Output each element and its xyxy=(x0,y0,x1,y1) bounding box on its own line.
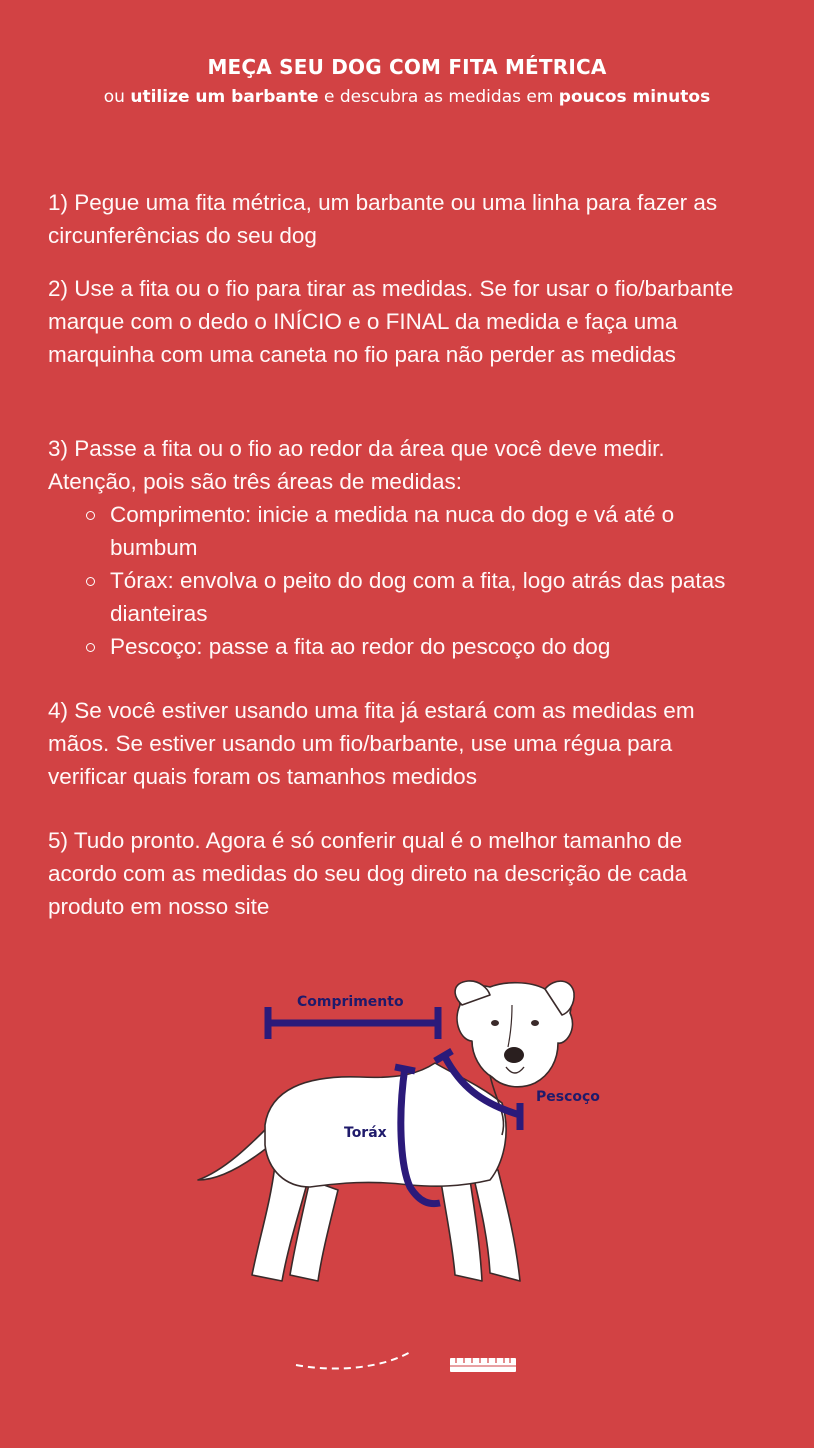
dog-illustration-svg xyxy=(190,975,630,1295)
measure-list xyxy=(48,498,748,663)
step-3-intro: 3) Passe a fita ou o fio ao redor da área que você deve medir. Atenção, pois são três áreas de medidas: xyxy=(48,436,665,494)
string-icon xyxy=(296,1351,412,1369)
list-item-text: Pescoço: passe a fita ao redor do pescoço do dog xyxy=(110,634,611,659)
step-1: 1) Pegue uma fita métrica, um barbante ou uma linha para fazer as circunferências do seu dog xyxy=(48,190,718,248)
list-item xyxy=(110,630,748,663)
chest-label: Toráx xyxy=(344,1125,387,1141)
footer-decoration xyxy=(290,1345,530,1385)
page-title: MEÇA SEU DOG COM FITA MÉTRICA xyxy=(207,55,607,79)
list-item xyxy=(110,564,748,630)
list-item-text: Comprimento: inicie a medida na nuca do dog e vá até o bumbum xyxy=(110,502,675,560)
step-2: 2) Use a fita ou o fio para tirar as medidas. Se for usar o fio/barbante marque com o dedo o INÍCIO e o FINAL da medida e faça uma marquinha com uma caneta no fio para não perder as medidas xyxy=(48,276,734,367)
circle-bullet-icon xyxy=(86,577,95,586)
subtitle-text: ou xyxy=(103,87,131,107)
list-item xyxy=(110,498,748,564)
subtitle-highlight: utilize um barbante xyxy=(130,87,319,107)
ruler-icon xyxy=(450,1358,516,1372)
list-item-text: Tórax: envolva o peito do dog com a fita, logo atrás das patas dianteiras xyxy=(110,568,726,626)
step-4: 4) Se você estiver usando uma fita já estará com as medidas em mãos. Se estiver usando um fio/barbante, use uma régua para verificar quais foram os tamanhos medidos xyxy=(48,698,695,789)
dog-measurement-illustration xyxy=(190,975,630,1295)
neck-label: Pescoço xyxy=(536,1089,600,1105)
page-subtitle xyxy=(0,84,814,110)
circle-bullet-icon xyxy=(86,643,95,652)
length-measure-line xyxy=(268,1007,438,1039)
step-5: 5) Tudo pronto. Agora é só conferir qual é o melhor tamanho de acordo com as medidas do seu dog direto na descrição de cada produto em nosso site xyxy=(48,828,688,919)
subtitle-highlight: poucos minutos xyxy=(558,87,711,107)
circle-bullet-icon xyxy=(86,511,95,520)
length-label: Comprimento xyxy=(297,994,404,1010)
header xyxy=(0,52,814,110)
step-3 xyxy=(48,432,748,663)
subtitle-text: e descubra as medidas em xyxy=(318,87,559,107)
